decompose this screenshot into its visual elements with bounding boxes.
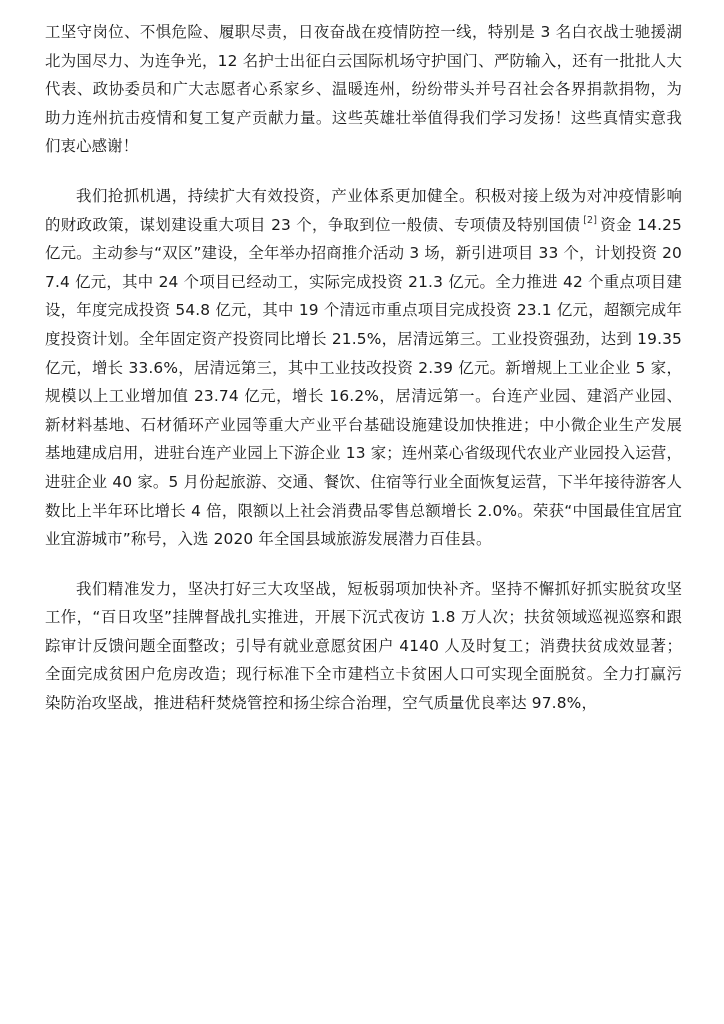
paragraph-gap — [45, 554, 682, 575]
paragraph-investment — [45, 182, 682, 554]
paragraph-three-battles: 我们精准发力，坚决打好三大攻坚战，短板弱项加快补齐。坚持不懈抓好抓实脱贫攻坚工作，“百日攻坚”挂牌督战扎实推进，开展下沉式夜访 1.8 万人次；扶贫领域巡视巡察和跟踪审计反馈问题全面整改；引导有就业意愿贫困户 4140 人及时复工；消费扶贫成效显著；全面完成贫困户危房改造；现行标准下全市建档立卡贫困人口可实现全面脱贫。全力打赢污染防治攻坚战，推进秸秆焚烧管控和扬尘综合治理，空气质量优良率达 97.8%， — [45, 579, 682, 713]
paragraph-gap — [45, 161, 682, 182]
paragraph-epidemic-heroes: 工坚守岗位、不惧危险、履职尽责，日夜奋战在疫情防控一线，特别是 3 名白衣战士驰援湖北为国尽力、为连争光，12 名护士出征白云国际机场守护国门、严防输入，还有一批批人大代表、政协委员和广大志愿者心系家乡、温暖连州，纷纷带头并号召社会各界捐款捐物，为助力连州抗击疫情和复工复产贡献力量。这些英雄壮举值得我们学习发扬！这些真情实意我们衷心感谢！ — [45, 23, 682, 156]
paragraph-investment-text-b: 资金 14.25 亿元。主动参与“双区”建设，全年举办招商推介活动 3 场，新引进项目 33 个，计划投资 207.4 亿元，其中 24 个项目已经动工，实际完成投资 21.3 亿元。全力推进 42 个重点项目建设，年度完成投资 54.8 亿元，其中 19 个清远市重点项目完成投资 23.1 亿元，超额完成年度投资计划。全年固定资产投资同比增长 21.5%，居清远第三。工业投资强劲，达到 19.35 亿元，增长 33.6%，居清远第三，其中工业技改投资 2.39 亿元。新增规上工业企业 5 家，规模以上工业增加值 23.74 亿元，增长 16.2%，居清远第一。台连产业园、建滔产业园、新材料基地、石材循环产业园等重大产业平台基础设施建设加快推进；中小微企业生产发展基地建成启用，进驻台连产业园上下游企业 13 家；连州菜心省级现代农业产业园投入运营，进驻企业 40 家。5 月份起旅游、交通、餐饮、住宿等行业全面恢复运营，下半年接待游客人数比上半年环比增长 4 倍，限额以上社会消费品零售总额增长 2.0%。荣获“中国最佳宜居宜业宜游城市”称号，入选 2020 年全国县域旅游发展潜力百佳县。 — [45, 215, 682, 549]
paragraph-investment-text-a: 我们抢抓机遇，持续扩大有效投资，产业体系更加健全。积极对接上级为对冲疫情影响的财政政策，谋划建设重大项目 23 个，争取到位一般债、专项债及特别国债 — [45, 186, 682, 234]
footnote-reference[interactable]: [2] — [583, 215, 598, 227]
